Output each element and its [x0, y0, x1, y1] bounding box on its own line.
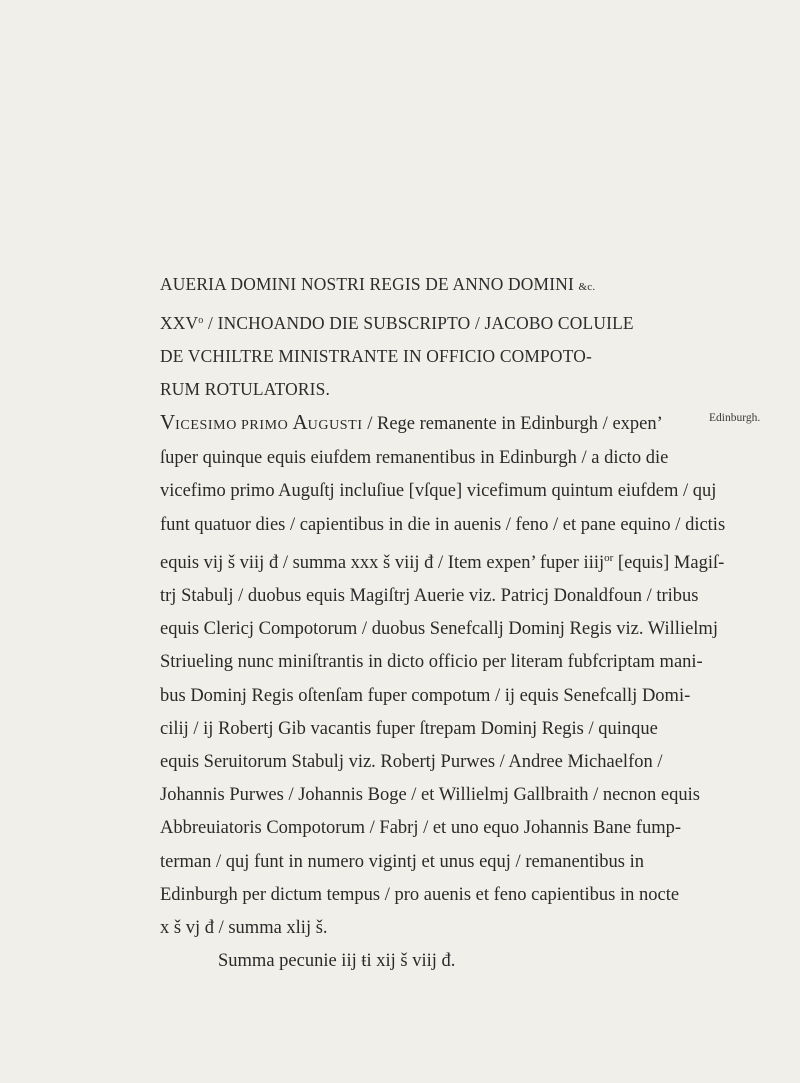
entry-date-initial: V: [160, 410, 176, 434]
entry-line: ſuper quinque equis eiufdem remanentibus in Edinburgh / a dicto die: [160, 448, 669, 469]
entry-line: vicefimo primo Auguſtj incluſiue [vſque] vicefimum quintum eiufdem / quj: [160, 481, 717, 502]
entry-line: x š vj đ / summa xlij š.: [160, 918, 328, 939]
entry-line: trj Stabulj / duobus equis Magiſtrj Auerie viz. Patricj Donaldfoun / tribus: [160, 586, 699, 607]
entry-line: equis Seruitorum Stabulj viz. Robertj Purwes / Andree Michaelfon /: [160, 752, 663, 773]
entry-line: Johannis Purwes / Johannis Boge / et Willielmj Gallbraith / necnon equis: [160, 785, 700, 806]
entry-line: terman / quj funt in numero vigintj et unus equj / remanentibus in: [160, 851, 644, 872]
summa-total: Summa pecunie iij ŧi xij š viij đ.: [218, 951, 456, 972]
heading-line: AUERIA DOMINI NOSTRI REGIS DE ANNO DOMINI &c.: [160, 274, 596, 294]
entry-line: funt quatuor dies / capientibus in die in auenis / feno / et pane equino / dictis: [160, 514, 726, 535]
heading-line: DE VCHILTRE MINISTRANTE IN OFFICIO COMPOTO-: [160, 346, 592, 366]
heading-line: RUM ROTULATORIS.: [160, 379, 331, 399]
margin-note-place: Edinburgh.: [709, 412, 761, 424]
entry-line: equis vij š viij đ / summa xxx š viij đ / Item expen’ fuper iiij$^{or}$ [equis] Magiſ-: [160, 551, 725, 573]
entry-line: Edinburgh per dictum tempus / pro auenis et feno capientibus in nocte: [160, 884, 680, 905]
heading-line: XXV$^o$ / INCHOANDO DIE SUBSCRIPTO / JACOBO COLUILE: [160, 313, 634, 333]
document-heading: [160, 268, 750, 406]
entry-paragraph: [160, 406, 760, 978]
entry-line: VICESIMO PRIMO AUGUSTI / Rege remanente in Edinburgh / expen’: [160, 410, 663, 434]
entry-line: Striueling nunc miniſtrantis in dicto officio per literam fubfcriptam mani-: [160, 652, 703, 673]
entry-line: Abbreuiatoris Compotorum / Fabrj / et uno equo Johannis Bane fump-: [160, 818, 682, 839]
entry-line: cilij / ij Robertj Gib vacantis fuper ſtrepam Dominj Regis / quinque: [160, 718, 658, 739]
entry-line: bus Dominj Regis oſtenſam fuper compotum / ij equis Senefcallj Domi-: [160, 685, 691, 706]
entry-line: equis Clericj Compotorum / duobus Senefcallj Dominj Regis viz. Willielmj: [160, 619, 718, 640]
